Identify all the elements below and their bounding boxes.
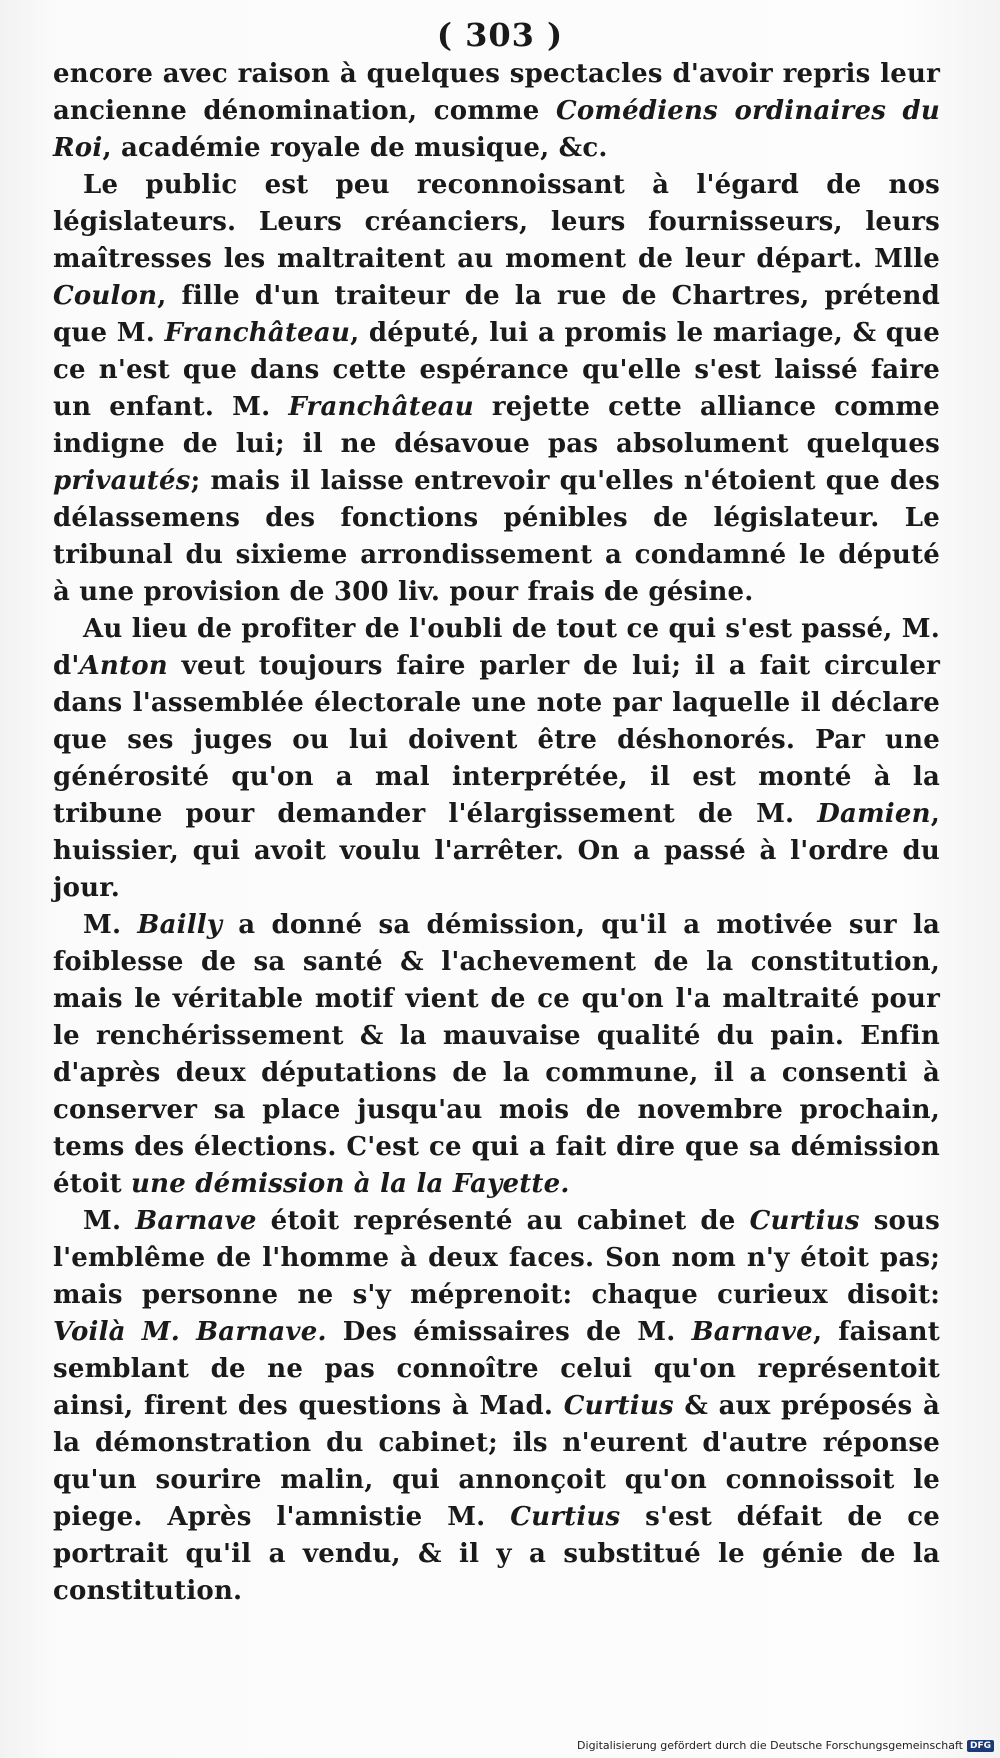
italic-name: Voilà M. Barnave. (53, 1317, 327, 1347)
body-text (53, 56, 940, 1610)
italic-name: Curtius (510, 1502, 621, 1532)
italic-name: Franchâteau (164, 318, 351, 348)
text-run: , huissier, qui avoit voulu l'arrêter. On a passé à l'ordre du jour. (53, 799, 940, 903)
text-run: veut toujours faire parler de lui; il a fait circuler dans l'assemblée électorale une note par laquelle il déclare que ses juges ou lui doivent être déshonorés. Par une générosité qu'on a mal interprétée, il est monté à la tribune pour demander l'élargissement de M. (53, 651, 940, 829)
italic-name: Comédiens ordinaires du Roi (53, 96, 940, 163)
text-run: ; mais il laisse entrevoir qu'elles n'étoient que des délassemens des fonctions pénibles de législateur. Le tribunal du sixieme arrondissement a condamné le député à une provision de 300 liv. pour frais de gésine. (53, 466, 940, 607)
text-run: , député, lui a promis le mariage, & que ce n'est que dans cette espérance qu'elle s'est laissé faire un enfant. M. (53, 318, 940, 422)
italic-name: Curtius (749, 1206, 860, 1236)
paragraph (53, 907, 940, 1203)
text-run: , fille d'un traiteur de la rue de Chartres, prétend que M. (53, 281, 940, 348)
text-run: Des émissaires de M. (326, 1317, 692, 1347)
italic-name: une démission à la la Fayette. (131, 1169, 570, 1199)
italic-name: privautés (53, 466, 191, 496)
text-run: s'est défait de ce portrait qu'il a vendu, & il y a substitué le génie de la constitution. (53, 1502, 940, 1606)
text-run: rejette cette alliance comme indigne de lui; il ne désavoue pas absolument quelques (53, 392, 940, 459)
italic-name: Anton (79, 651, 168, 681)
credit-text: Digitalisierung gefördert durch die Deutsche Forschungsgemeinschaft (577, 1739, 963, 1752)
text-run: sous l'emblême de l'homme à deux faces. Son nom n'y étoit pas; mais personne ne s'y méprenoit: chaque curieux disoit: (53, 1206, 941, 1310)
italic-name: Coulon (53, 281, 158, 311)
italic-name: Bailly (137, 910, 223, 940)
text-run: encore avec raison à quelques spectacles d'avoir repris leur ancienne dénomination, comme (53, 59, 940, 126)
italic-name: Curtius (563, 1391, 674, 1421)
digitization-credit (577, 1739, 994, 1752)
italic-name: Barnave (691, 1317, 813, 1347)
text-run: étoit représenté au cabinet de (256, 1206, 750, 1236)
italic-name: Barnave (135, 1206, 257, 1236)
paragraph (53, 611, 940, 907)
text-run: M. (83, 910, 138, 940)
paragraph (53, 167, 940, 611)
dfg-logo-icon: DFG (967, 1740, 994, 1752)
text-run: M. (83, 1206, 136, 1236)
text-run: a donné sa démission, qu'il a motivée sur la foiblesse de sa santé & l'achevement de la constitution, mais le véritable motif vient de ce qu'on l'a maltraité pour le renchérissement & la mauvaise qualité du pain. Enfin d'après deux députations de la commune, il a consenti à conserver sa place jusqu'au mois de novembre prochain, tems des élections. C'est ce qui a fait dire que sa démission étoit (53, 910, 941, 1199)
text-run: Le public est peu reconnoissant à l'égard de nos législateurs. Leurs créanciers, leurs fournisseurs, leurs maîtresses les maltraitent au moment de leur départ. Mlle (53, 170, 940, 274)
page-number: ( 303 ) (436, 16, 564, 54)
italic-name: Franchâteau (288, 392, 474, 422)
paragraph (53, 1203, 940, 1610)
text-run: Au lieu de profiter de l'oubli de tout ce qui s'est passé, M. d' (53, 614, 940, 681)
italic-name: Damien (817, 799, 931, 829)
text-run: & aux préposés à la démonstration du cabinet; ils n'eurent d'autre réponse qu'un sourire malin, qui annonçoit qu'on connoissoit le piege. Après l'amnistie M. (53, 1391, 940, 1532)
paragraph (53, 56, 940, 167)
text-run: , académie royale de musique, &c. (102, 133, 608, 163)
text-run: , faisant semblant de ne pas connoître celui qu'on représentoit ainsi, firent des questions à Mad. (53, 1317, 940, 1421)
